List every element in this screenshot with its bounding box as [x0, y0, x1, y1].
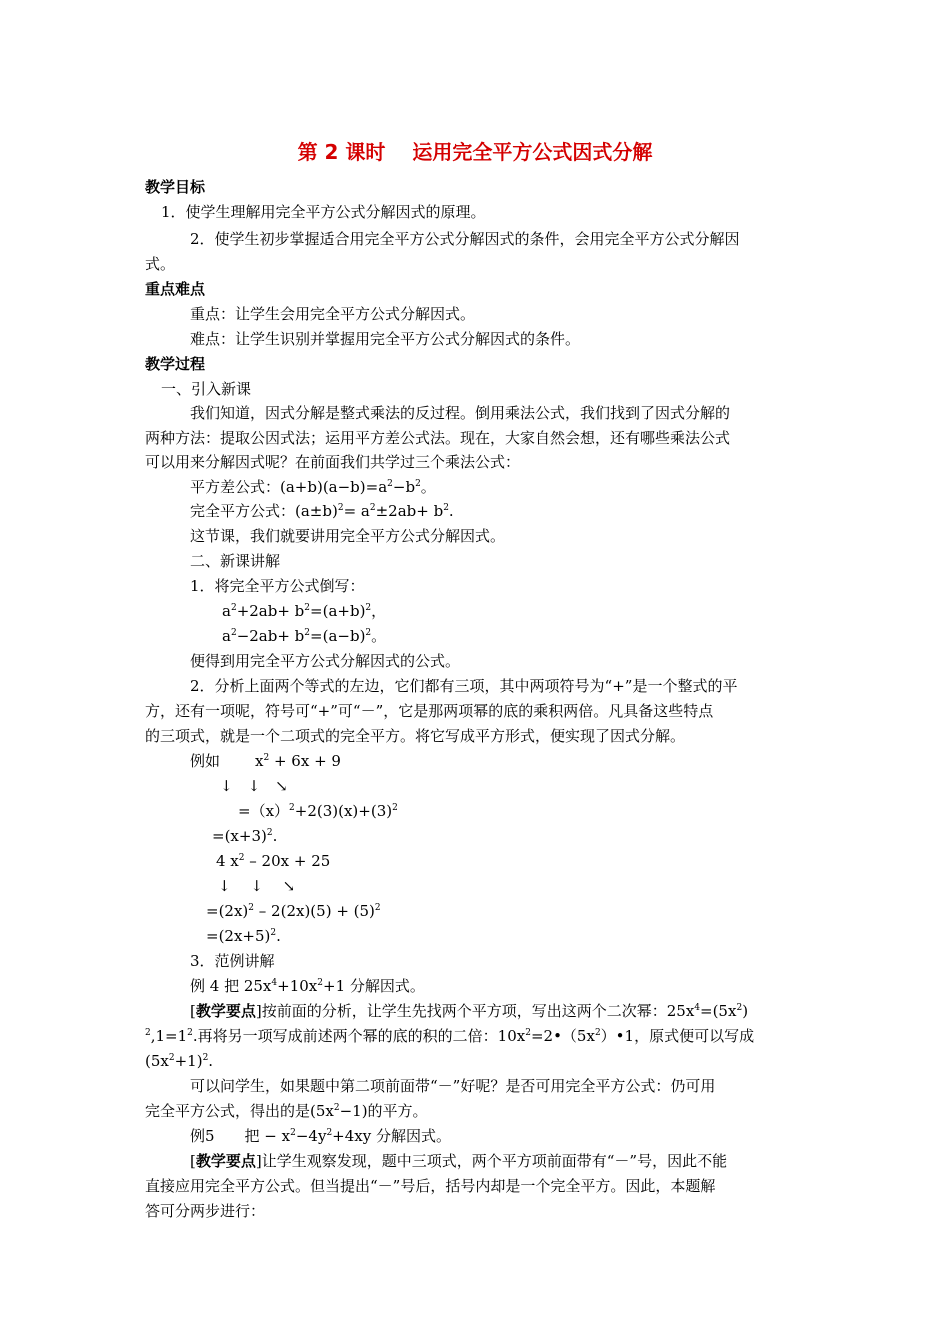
paragraph-line: $(5x^2+1)^2$.	[145, 1052, 214, 1070]
formula-line: $=(x+3)^2$.	[212, 827, 278, 845]
paragraph-line: 1．将完全平方公式倒写：	[190, 577, 365, 595]
paragraph-line: 方，还有一项呢，符号可“+”可“－”，它是那两项幂的底的乘积两倍。凡具备这些特点	[145, 702, 714, 720]
paragraph-line: 便得到用完全平方公式分解因式的公式。	[190, 652, 461, 670]
paragraph-line: 1．使学生理解用完全平方公式分解因式的原理。	[161, 203, 486, 221]
paragraph-line: 两种方法：提取公因式法；运用平方差公式法。现在，大家自然会想，还有哪些乘法公式	[145, 429, 731, 447]
formula-line: 完全平方公式：$(a\pm b)^2= a^2\pm 2ab+ b^2$.	[190, 502, 454, 520]
section-heading-process: 教学过程	[145, 355, 206, 373]
formula-line: 平方差公式：$(a+b)(a-b)=a^2-b^2$。	[190, 478, 436, 496]
example-line: 例 4 把 $25x^4+10x^2+1$ 分解因式。	[190, 977, 425, 995]
example-line: 例5 把 − $x^2-4y^2+4xy$ 分解因式。	[190, 1127, 451, 1145]
subheading: 3．范例讲解	[190, 952, 275, 970]
paragraph-line: 2．使学生初步掌握适合用完全平方公式分解因式的条件，会用完全平方公式分解因	[190, 230, 740, 248]
subheading: 一、引入新课	[161, 380, 252, 398]
formula-line: $a^2-2ab+ b^2=(a-b)^2$。	[222, 627, 387, 645]
example-label: 例如	[190, 752, 221, 770]
formula-line: 4 $x^2 - 20x + 25$	[216, 852, 331, 870]
paragraph-line: 式。	[145, 255, 176, 273]
paragraph-line: [教学要点]按前面的分析，让学生先找两个平方项，写出这两个二次幂：$25x^4=(5x^2)$	[190, 1002, 749, 1020]
subheading: 二、新课讲解	[190, 552, 281, 570]
formula-line: $=(2x)^2 - 2(2x)(5) + (5)^2$	[206, 902, 381, 920]
paragraph-line: 答可分两步进行：	[145, 1202, 266, 1220]
paragraph-line: 这节课，我们就要讲用完全平方公式分解因式。	[190, 527, 506, 545]
section-heading-objectives: 教学目标	[145, 178, 206, 196]
paragraph-line: 完全平方公式，得出的是$(5x^2-1)$的平方。	[145, 1102, 428, 1120]
formula-line: $=(x)^2+2(3)(x)+(3)^2$	[238, 802, 398, 820]
paragraph-line: 重点：让学生会用完全平方公式分解因式。	[190, 305, 476, 323]
paragraph-line: 我们知道，因式分解是整式乘法的反过程。倒用乘法公式，我们找到了因式分解的	[190, 404, 731, 422]
formula-line: $=(2x+5)^2$.	[206, 927, 281, 945]
paragraph-line: 的三项式，就是一个二项式的完全平方。将它写成平方形式，便实现了因式分解。	[145, 727, 686, 745]
paragraph-line: $^2,1=1^2$.再将另一项写成前述两个幂的底的积的二倍：$10x^2=2•(5x^2)•1$，原式便可以写成	[145, 1027, 755, 1045]
paragraph-line: [教学要点]让学生观察发现，题中三项式，两个平方项前面带有“－”号，因此不能	[190, 1152, 728, 1170]
paragraph-line: 难点：让学生识别并掌握用完全平方公式分解因式的条件。	[190, 330, 581, 348]
arrows-line: ↓ ↓ ↘	[220, 777, 288, 795]
paragraph-line: 直接应用完全平方公式。但当提出“－”号后，括号内却是一个完全平方。因此，本题解	[145, 1177, 716, 1195]
paragraph-line: 可以用来分解因式呢？在前面我们共学过三个乘法公式：	[145, 453, 521, 471]
formula-line: $x^2 + 6x + 9$	[255, 752, 341, 770]
formula-line: $a^2+2ab+ b^2=(a+b)^2$，	[222, 602, 387, 620]
page-title: 第 2 课时 运用完全平方公式因式分解	[297, 140, 653, 164]
section-heading-key-points: 重点难点	[145, 280, 206, 298]
paragraph-line: 2．分析上面两个等式的左边，它们都有三项，其中两项符号为“+”是一个整式的平	[190, 677, 738, 695]
paragraph-line: 可以问学生，如果题中第二项前面带“－”好呢？是否可用完全平方公式：仍可用	[190, 1077, 716, 1095]
arrows-line: ↓ ↓ ↘	[218, 877, 296, 895]
